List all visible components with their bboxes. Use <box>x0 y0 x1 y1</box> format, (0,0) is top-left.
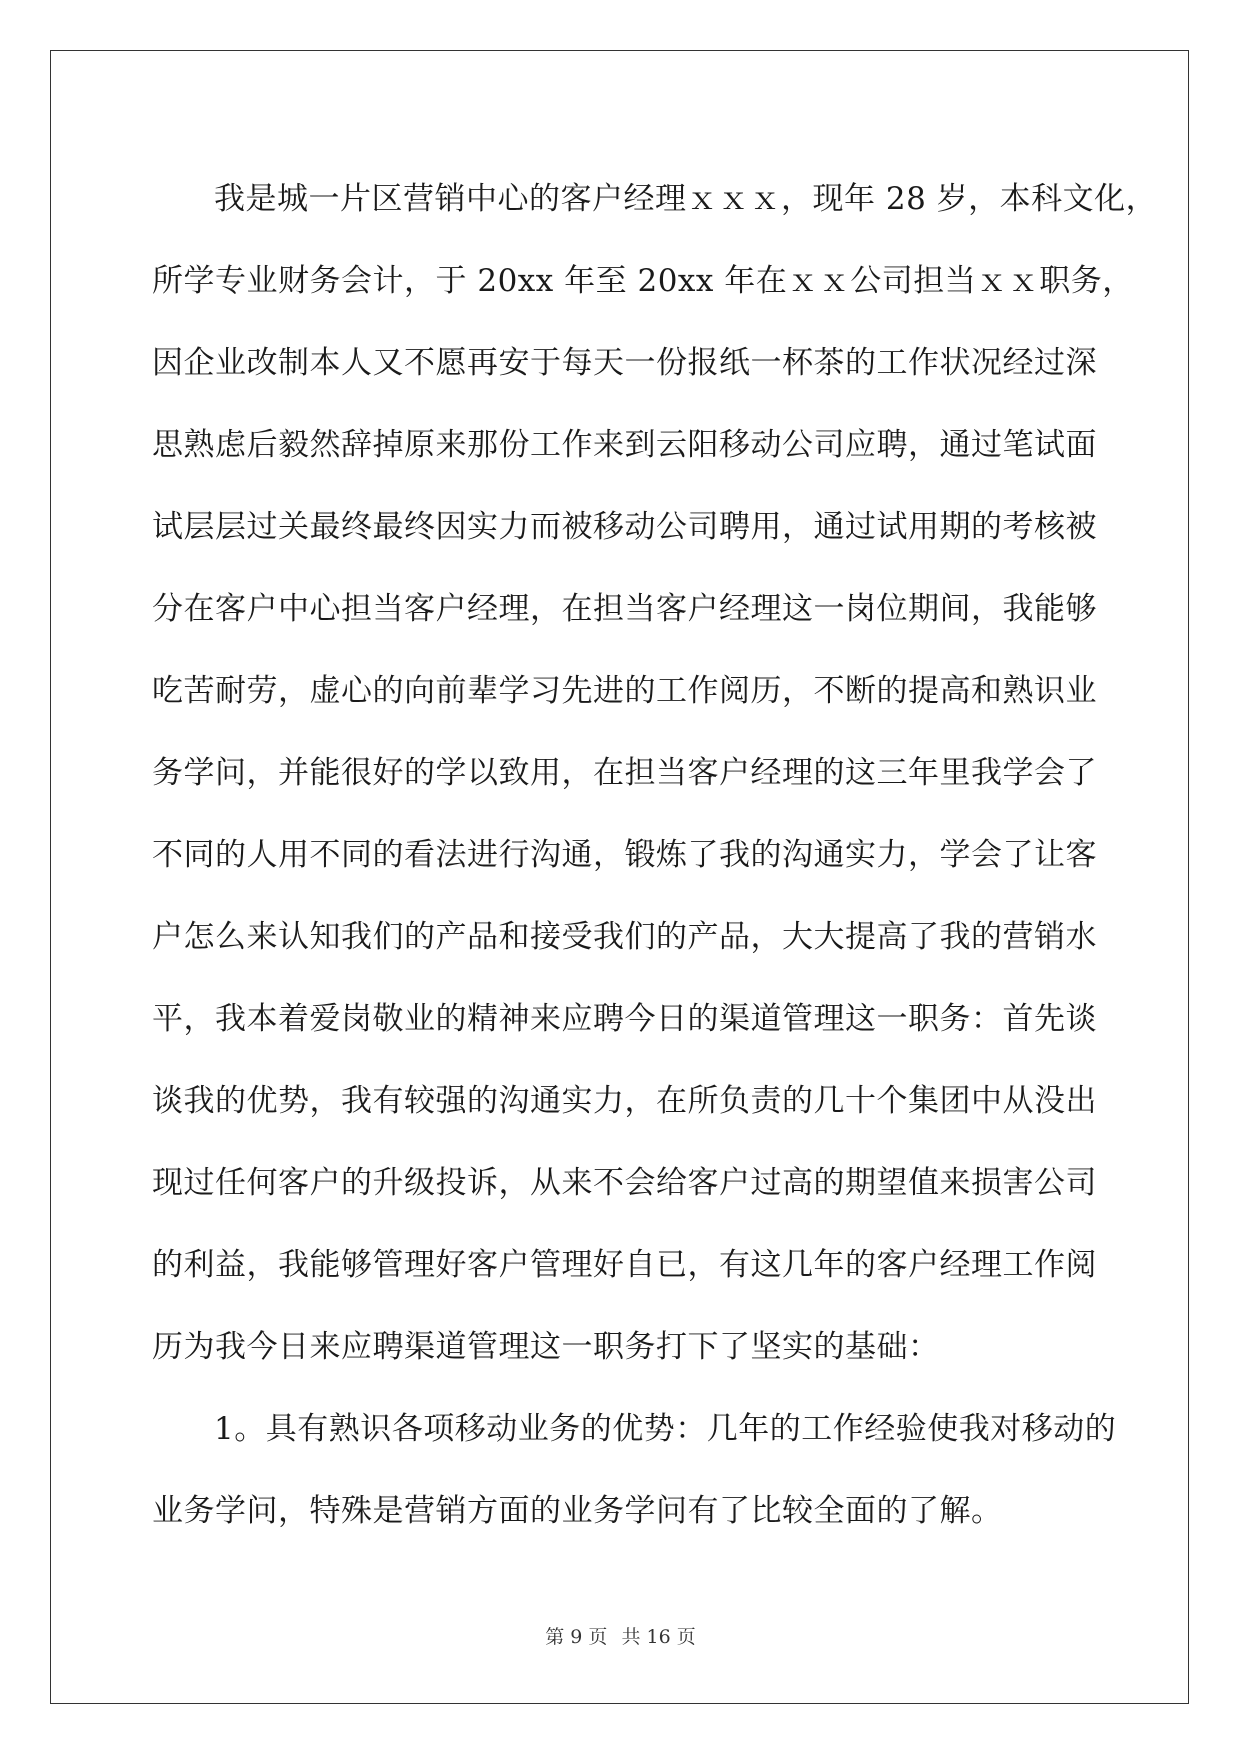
paragraph-line-14: 的利益，我能够管理好客户管理好自已，有这几年的客户经理工作阅 <box>152 1247 1097 1283</box>
page-number: 第 9 页 <box>545 1626 608 1648</box>
paragraph-line-8: 务学问，并能很好的学以致用，在担当客户经理的这三年里我学会了 <box>152 755 1097 791</box>
paragraph-line-4: 思熟虑后毅然辞掉原来那份工作来到云阳移动公司应聘，通过笔试面 <box>152 427 1097 463</box>
paragraph-line-11: 平，我本着爱岗敬业的精神来应聘今日的渠道管理这一职务：首先谈 <box>152 1001 1097 1037</box>
page-total: 共 16 页 <box>621 1626 696 1648</box>
list-item-line-1: 1。具有熟识各项移动业务的优势：几年的工作经验使我对移动的 <box>214 1411 1117 1447</box>
paragraph-line-13: 现过任何客户的升级投诉，从来不会给客户过高的期望值来损害公司 <box>152 1165 1097 1201</box>
paragraph-line-2: 所学专业财务会计，于 20xx 年至 20xx 年在ｘｘ公司担当ｘｘ职务， <box>152 263 1134 299</box>
paragraph-line-5: 试层层过关最终最终因实力而被移动公司聘用，通过试用期的考核被 <box>152 509 1097 545</box>
paragraph-line-10: 户怎么来认知我们的产品和接受我们的产品，大大提高了我的营销水 <box>152 919 1097 955</box>
list-item-line-2: 业务学问，特殊是营销方面的业务学问有了比较全面的了解。 <box>152 1493 1003 1529</box>
paragraph-line-7: 吃苦耐劳，虚心的向前辈学习先进的工作阅历，不断的提高和熟识业 <box>152 673 1097 709</box>
document-body <box>152 158 1158 1552</box>
paragraph-line-3: 因企业改制本人又不愿再安于每天一份报纸一杯茶的工作状况经过深 <box>152 345 1097 381</box>
page-footer <box>0 1622 1241 1649</box>
paragraph-line-1: 我是城一片区营销中心的客户经理ｘｘｘ，现年 28 岁，本科文化， <box>214 181 1158 217</box>
paragraph-line-12: 谈我的优势，我有较强的沟通实力，在所负责的几十个集团中从没出 <box>152 1083 1097 1119</box>
paragraph-line-6: 分在客户中心担当客户经理，在担当客户经理这一岗位期间，我能够 <box>152 591 1097 627</box>
paragraph-line-9: 不同的人用不同的看法进行沟通，锻炼了我的沟通实力，学会了让客 <box>152 837 1097 873</box>
paragraph-line-15: 历为我今日来应聘渠道管理这一职务打下了坚实的基础： <box>152 1329 940 1365</box>
